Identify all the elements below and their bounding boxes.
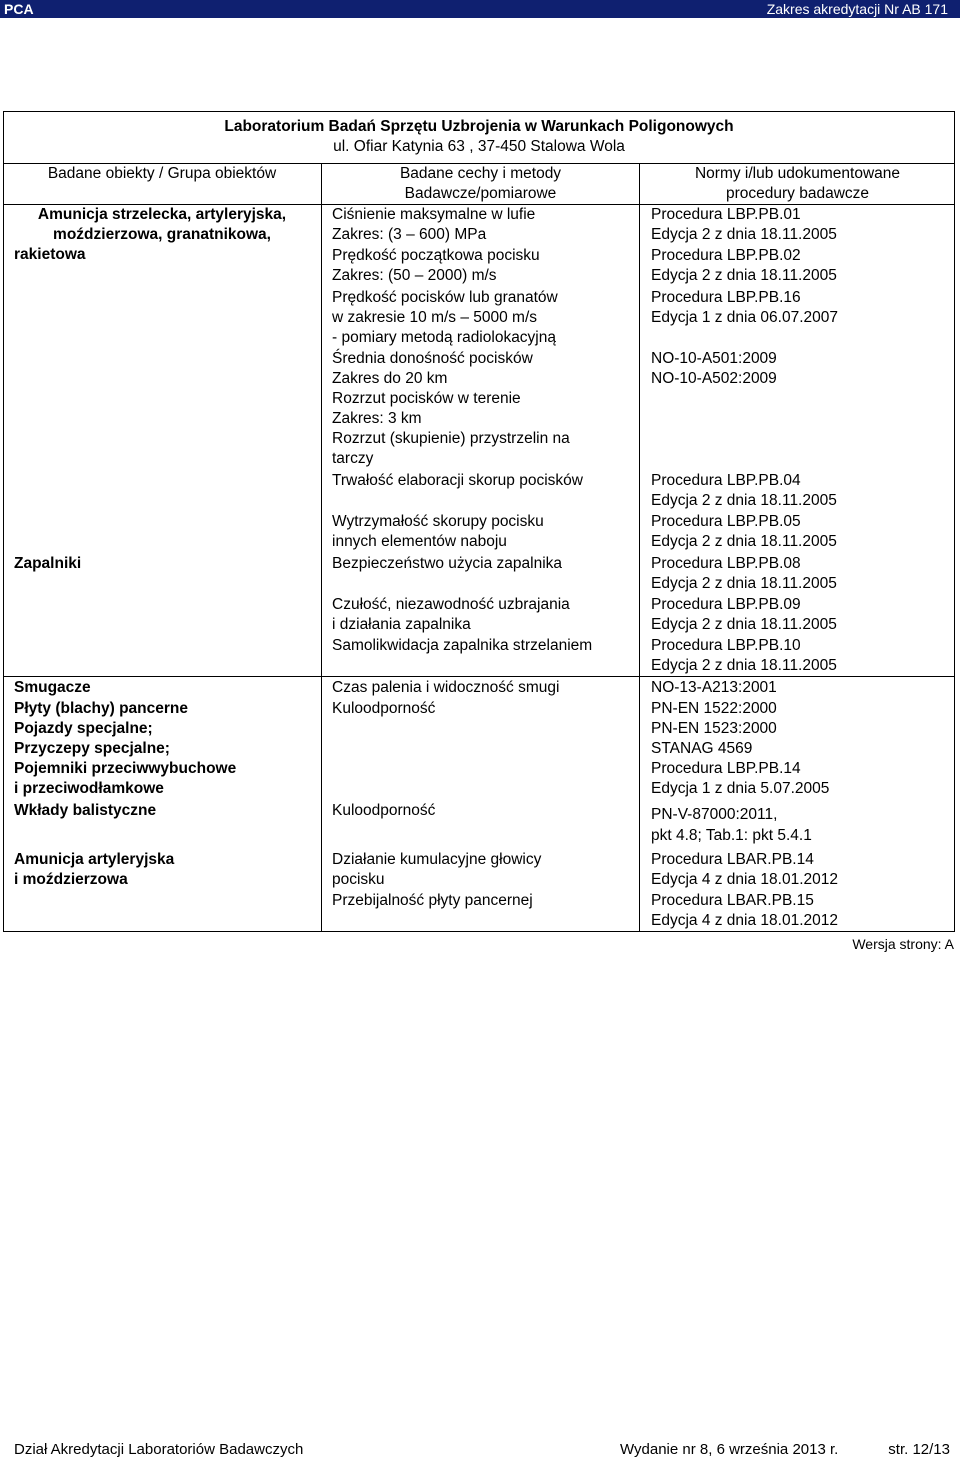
header-norms-2: procedury badawcze <box>725 185 870 202</box>
group-label: Pojazdy specjalne; <box>14 720 153 737</box>
group-label: Smugacze <box>14 679 91 696</box>
footer-page-number: str. 12/13 <box>888 1441 950 1458</box>
group-label: rakietowa <box>14 246 86 263</box>
norm-text: pkt 4.8; Tab.1: pkt 5.4.1 <box>651 827 812 844</box>
group-label: moździerzowa, granatnikowa, <box>53 226 271 243</box>
feature-text: Czas palenia i widoczność smugi <box>332 679 560 696</box>
header-features-2: Badawcze/pomiarowe <box>404 185 557 202</box>
group-label: Płyty (blachy) pancerne <box>14 700 189 717</box>
norm-text: Procedura LBP.PB.14 <box>651 760 801 777</box>
feature-text: Zakres: (3 – 600) MPa <box>332 226 487 243</box>
feature-text: Prędkość początkowa pocisku <box>332 247 540 264</box>
feature-text: Kuloodporność <box>332 802 436 819</box>
norm-text: Procedura LBP.PB.04 <box>651 472 801 489</box>
feature-text: i działania zapalnika <box>332 616 471 633</box>
norm-text: Edycja 1 z dnia 5.07.2005 <box>651 780 830 797</box>
feature-text: Ciśnienie maksymalne w lufie <box>332 206 536 223</box>
norm-text: Edycja 2 z dnia 18.11.2005 <box>651 226 837 243</box>
norm-text: Edycja 2 z dnia 18.11.2005 <box>651 616 837 633</box>
feature-text: Zakres: (50 – 2000) m/s <box>332 267 497 284</box>
feature-text: - pomiary metodą radiolokacyjną <box>332 329 556 346</box>
group-label: Wkłady balistyczne <box>14 802 157 819</box>
norm-text: Procedura LBP.PB.09 <box>651 596 801 613</box>
feature-text: w zakresie 10 m/s – 5000 m/s <box>332 309 538 326</box>
norm-text: Procedura LBP.PB.02 <box>651 247 801 264</box>
group-label: Amunicja artyleryjska <box>14 851 175 868</box>
group-label: i moździerzowa <box>14 871 128 888</box>
group-label: Zapalniki <box>14 555 82 572</box>
norm-text: Procedura LBP.PB.05 <box>651 513 801 530</box>
norm-text: Edycja 2 z dnia 18.11.2005 <box>651 492 837 509</box>
norm-text: STANAG 4569 <box>651 740 753 757</box>
norm-text: Edycja 4 z dnia 18.01.2012 <box>651 871 838 888</box>
feature-text: tarczy <box>332 450 374 467</box>
lab-address: ul. Ofiar Katynia 63 , 37-450 Stalowa Wola <box>333 138 625 155</box>
page-version: Wersja strony: A <box>852 936 954 952</box>
group-label: Przyczepy specjalne; <box>14 740 170 757</box>
header-right: Zakres akredytacji Nr AB 171 <box>766 1 948 17</box>
group-label: Pojemniki przeciwwybuchowe <box>14 760 237 777</box>
feature-text: Średnia donośność pocisków <box>332 350 533 367</box>
feature-text: Rozrzut (skupienie) przystrzelin na <box>332 430 570 447</box>
norm-text: PN-EN 1522:2000 <box>651 700 777 717</box>
group-label: i przeciwodłamkowe <box>14 780 164 797</box>
feature-text: Wytrzymałość skorupy pocisku <box>332 513 544 530</box>
feature-text: Przebijalność płyty pancernej <box>332 892 533 909</box>
footer-middle: Wydanie nr 8, 6 września 2013 r. <box>620 1441 839 1458</box>
header-objects: Badane obiekty / Grupa obiektów <box>47 165 277 182</box>
header-norms-1: Normy i/lub udokumentowane <box>694 165 901 182</box>
column-divider <box>321 163 322 932</box>
feature-text: Trwałość elaboracji skorup pocisków <box>332 472 583 489</box>
feature-text: Zakres: 3 km <box>332 410 422 427</box>
header-features-1: Badane cechy i metody <box>399 165 562 182</box>
norm-text: Edycja 1 z dnia 06.07.2007 <box>651 309 838 326</box>
norm-text: Procedura LBP.PB.10 <box>651 637 801 654</box>
feature-text: Rozrzut pocisków w terenie <box>332 390 521 407</box>
feature-text: pocisku <box>332 871 385 888</box>
feature-text: Zakres do 20 km <box>332 370 448 387</box>
norm-text: Edycja 2 z dnia 18.11.2005 <box>651 533 837 550</box>
norm-text: NO-10-A502:2009 <box>651 370 777 387</box>
norm-text: Edycja 2 z dnia 18.11.2005 <box>651 657 837 674</box>
norm-text: Edycja 4 z dnia 18.01.2012 <box>651 912 838 929</box>
norm-text: Edycja 2 z dnia 18.11.2005 <box>651 267 837 284</box>
norm-text: Procedura LBP.PB.01 <box>651 206 801 223</box>
header-left: PCA <box>4 1 34 17</box>
norm-text: NO-13-A213:2001 <box>651 679 777 696</box>
feature-text: Bezpieczeństwo użycia zapalnika <box>332 555 563 572</box>
norm-text: Procedura LBAR.PB.15 <box>651 892 814 909</box>
feature-text: Prędkość pocisków lub granatów <box>332 289 558 306</box>
top-header-bar <box>0 0 960 18</box>
norm-text: Edycja 2 z dnia 18.11.2005 <box>651 575 837 592</box>
feature-text: Działanie kumulacyjne głowicy <box>332 851 542 868</box>
norm-text: NO-10-A501:2009 <box>651 350 777 367</box>
lab-name: Laboratorium Badań Sprzętu Uzbrojenia w Warunkach Poligonowych <box>224 118 734 135</box>
column-divider <box>639 163 640 932</box>
norm-text: Procedura LBP.PB.08 <box>651 555 801 572</box>
norm-text: PN-EN 1523:2000 <box>651 720 777 737</box>
norm-text: Procedura LBP.PB.16 <box>651 289 801 306</box>
group-label: Amunicja strzelecka, artyleryjska, <box>37 206 287 223</box>
footer-left: Dział Akredytacji Laboratoriów Badawczych <box>14 1441 304 1458</box>
feature-text: Czułość, niezawodność uzbrajania <box>332 596 570 613</box>
feature-text: Samolikwidacja zapalnika strzelaniem <box>332 637 593 654</box>
norm-text: Procedura LBAR.PB.14 <box>651 851 814 868</box>
feature-text: innych elementów naboju <box>332 533 507 550</box>
feature-text: Kuloodporność <box>332 700 436 717</box>
norm-text: PN-V-87000:2011, <box>651 806 778 823</box>
